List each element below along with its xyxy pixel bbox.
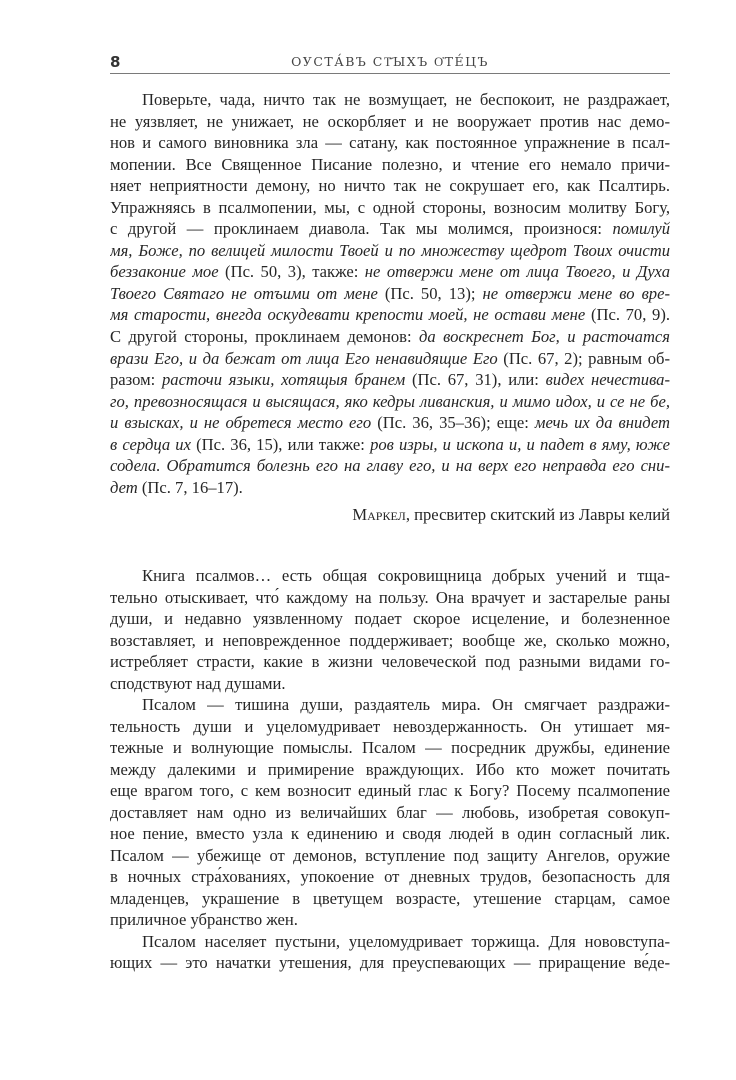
paragraph (110, 694, 670, 931)
italic-quote: мя старости, внегда оскудевати крепости моей, не остави мене (110, 305, 586, 325)
text-line: истребляет страсти, какие в жизни человеческой под разными видами го- (110, 652, 670, 671)
text-line (110, 391, 670, 413)
paragraph (110, 565, 670, 694)
roman-text: (Пс. 36, 15), или также: (190, 434, 371, 454)
italic-quote: помилуй (612, 219, 670, 239)
text-line: ное пение, вместо узла к единению и сводя людей в один согласный лик. (110, 824, 670, 843)
text-line (110, 326, 670, 348)
text-line: доставляет нам одно из величайших благ — любовь, изобретая совокуп- (110, 802, 670, 822)
text-line: между далекими и примирение враждующих. Ибо кто может почитать (110, 759, 670, 779)
text-line (110, 89, 670, 111)
author-name: Маркел (352, 505, 406, 524)
roman-text: (Пс. 7, 16–17). (137, 477, 243, 497)
text-line (110, 304, 670, 326)
text-line (110, 261, 670, 283)
text-line (110, 240, 670, 262)
italic-quote: дет (110, 477, 138, 497)
italic-quote: беззаконие мое (110, 262, 219, 282)
italic-quote: да воскреснет Бог, и расточатся (419, 327, 670, 347)
text-line: в ночных стра́хованиях, упокоение от дневных трудов, безопасность для (110, 867, 670, 886)
text-line: тельно отыскивает, что́ каждому на пользу. Она врачует и застарелые раны (110, 587, 670, 607)
italic-quote: содела. Обратится болезнь его на главу его, и на верх его неправда его сни- (110, 456, 670, 476)
italic-quote: расточи языки, хотящыя бранем (161, 370, 406, 390)
roman-text: (Пс. 36, 35–36); еще: (371, 413, 535, 433)
text-line: младенцев, украшение в цветущем возрасте, утешение старцам, самое (110, 888, 670, 908)
italic-quote: не отвержи мене от лица Твоего, и Духа (364, 262, 670, 282)
text-line: тельность души и уцеломудривает невоздержанность. Он утишает мя- (110, 716, 670, 736)
attribution (110, 504, 670, 526)
text-line: Псалом — убежище от демонов, вступление под защиту Ангелов, оружие (110, 845, 670, 865)
text-line (110, 434, 670, 456)
italic-quote: мя, Боже, по велицей милости Твоей и по множеству щедрот Твоих очисти (110, 240, 670, 260)
roman-text: (Пс. 67, 31), или: (405, 370, 546, 390)
running-header (110, 50, 670, 74)
text-line (110, 218, 670, 240)
text-line: Псалом — тишина души, раздаятель мира. Он смягчает раздражи- (142, 695, 670, 714)
roman-text: мопении. Все Священное Писание полезно, и чтение его немало причи- (110, 154, 670, 174)
text-line (110, 197, 670, 219)
italic-quote: мечь их да внидет (534, 413, 670, 433)
text-line (110, 154, 670, 176)
text-line (110, 175, 670, 197)
page-number: 8 (110, 53, 121, 71)
roman-text: няет неприятности демону, но ничто так не сокрушает его, как Псалтирь. (110, 176, 670, 196)
italic-quote: и взысках, и не обретеся место его (110, 413, 372, 433)
italic-quote: ров изры, и ископа и, и падет в яму, юже (370, 434, 670, 454)
roman-text: с другой — проклинаем диавола. Так мы молимся, произнося: (110, 219, 613, 239)
roman-text: С другой стороны, проклинаем демонов: (110, 327, 420, 347)
text-line (110, 348, 670, 370)
text-line: приличное убранство жен. (110, 910, 298, 929)
roman-text: (Пс. 50, 3), также: (218, 262, 365, 282)
roman-text: (Пс. 70, 9). (585, 305, 670, 325)
italic-quote: го, превозносящася и высящася, яко кедры ливанския, и мимо идох, и се не бе, (110, 391, 670, 411)
roman-text: Упражняясь в псалмопении, мы, с одной стороны, возносим молитву Богу, (110, 197, 670, 217)
italic-quote: не отвержи мене во вре- (482, 283, 670, 303)
text-line (110, 283, 670, 305)
text-line: души, и недавно уязвленному подает скорое исцеление, и болезненное (110, 609, 670, 628)
text-line (110, 111, 670, 133)
text-line: сподствуют над душами. (110, 673, 286, 693)
italic-quote: врази Его, и да бежат от лица Его ненавидящие Его (110, 348, 498, 368)
italic-quote: Твоего Святаго не отъими от мене (110, 283, 378, 303)
roman-text: (Пс. 50, 13); (377, 283, 483, 303)
author-description: , пресвитер скитский из Лавры келий (405, 505, 670, 524)
header-rule (110, 73, 670, 74)
text-line: ющих — это начатки утешения, для преуспевающих — приращение ве́де- (110, 953, 670, 972)
italic-quote: видех нечестива- (545, 370, 670, 390)
roman-text: (Пс. 67, 2); равным об- (497, 348, 670, 368)
roman-text: Поверьте, чада, ничто так не возмущает, не беспокоит, не раздражает, (142, 90, 670, 109)
text-line (110, 455, 670, 477)
roman-text: не уязвляет, не унижает, не оскорбляет и не вооружает против нас демо- (110, 111, 670, 131)
text-line: Псалом населяет пустыни, уцеломудривает торжища. Для нововступа- (142, 931, 670, 951)
roman-text: нов и самого виновника зла — сатану, как постоянное упражнение в псал- (110, 133, 670, 153)
running-title: ОУСТА́ВЪ СТ҃ЫХЪ О҆ТЕ́ЦЪ (291, 54, 489, 69)
italic-quote: в сердца их (110, 434, 191, 454)
paragraph (110, 931, 670, 974)
quote-paragraph (110, 89, 670, 498)
text-line (110, 132, 670, 154)
text-line: тежные и волнующие помыслы. Псалом — посредник дружбы, единение (110, 738, 670, 757)
roman-text: разом: (110, 370, 162, 390)
text-line (110, 477, 670, 499)
text-line: Книга псалмов… есть общая сокровищница добрых учений и тща- (142, 566, 670, 585)
main-text (110, 565, 670, 974)
text-line: еще врагом того, с кем возносит единый глас к Богу? Посему псалмопение (110, 781, 670, 800)
text-line (110, 369, 670, 391)
text-line: возставляет, и неповрежденное поддерживает; вообще же, сколько можно, (110, 630, 670, 650)
text-line (110, 412, 670, 434)
